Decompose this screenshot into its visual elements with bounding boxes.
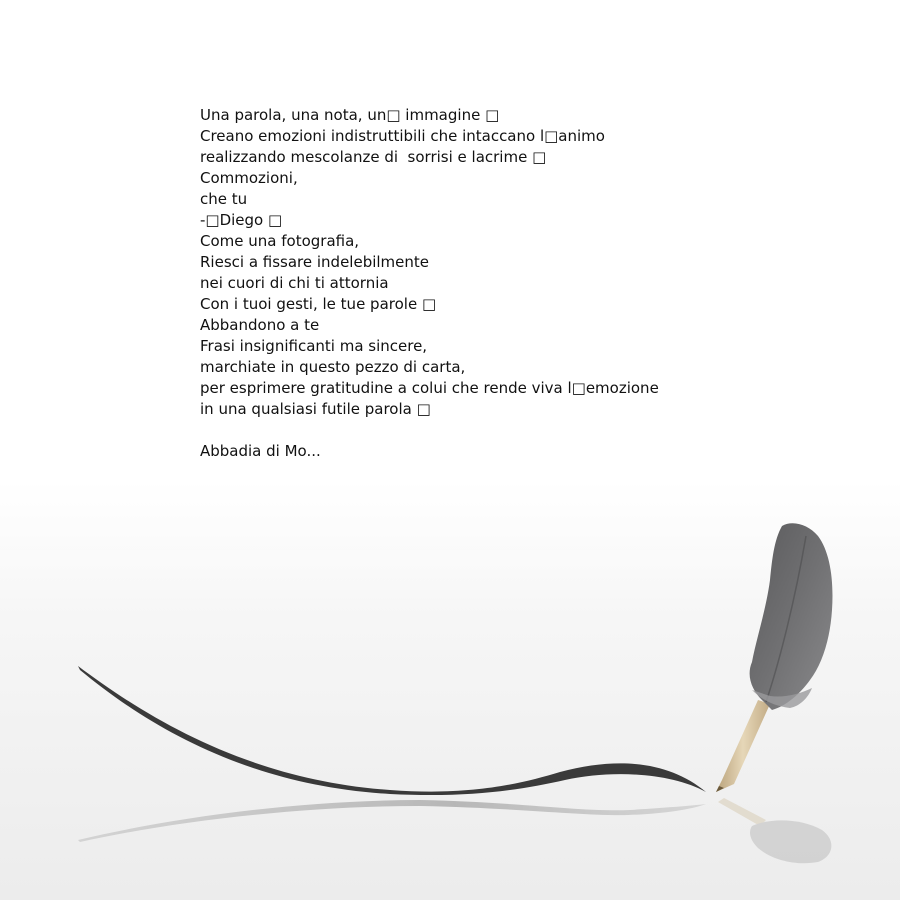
poem-line: Con i tuoi gesti, le tue parole □ [200, 295, 437, 313]
poem-line: Riesci a fissare indelebilmente [200, 253, 430, 271]
poem-line: che tu [200, 190, 248, 208]
poem-line: Abbandono a te [200, 316, 320, 334]
quill-feather-icon [716, 523, 832, 792]
quill-reflection [718, 798, 831, 863]
ink-swash-reflection [78, 800, 706, 842]
poem-line: Una parola, una nota, un□ immagine □ [200, 106, 500, 124]
poem-line: Commozioni, [200, 169, 298, 187]
poem-line: in una qualsiasi futile parola □ [200, 400, 431, 418]
poem-line: marchiate in questo pezzo di carta, [200, 358, 466, 376]
poem-line: Frasi insignificanti ma sincere, [200, 337, 428, 355]
poem-signature: Abbadia di Mo... [200, 442, 321, 460]
poem-line: realizzando mescolanze di sorrisi e lacrime □ [200, 148, 547, 166]
poem-line: per esprimere gratitudine a colui che rende viva l□emozione [200, 379, 659, 397]
poem-line: Come una fotografia, [200, 232, 360, 250]
poem-line: -□Diego □ [200, 211, 283, 229]
ink-swash [78, 666, 706, 795]
poem-line: Creano emozioni indistruttibili che intaccano l□animo [200, 127, 605, 145]
poem-line: nei cuori di chi ti attornia [200, 274, 389, 292]
